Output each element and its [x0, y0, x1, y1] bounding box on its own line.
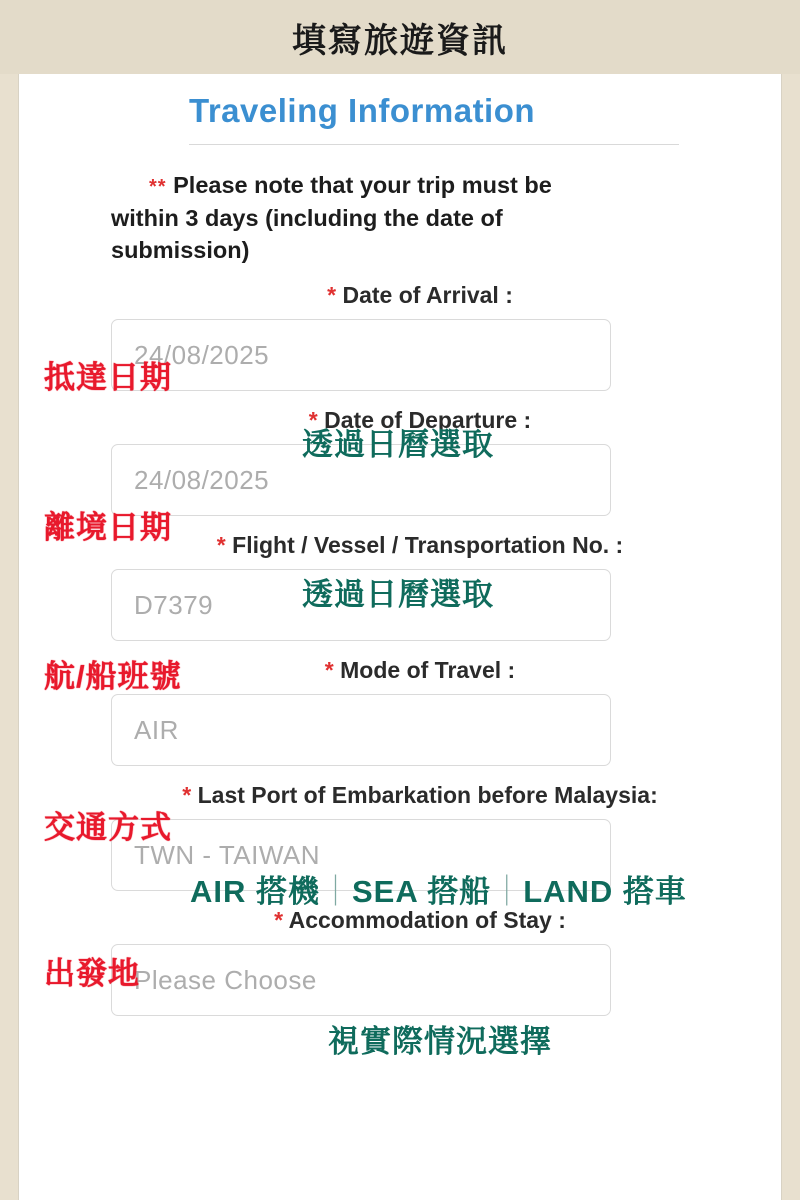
note-line-2: within 3 days (including the date of: [111, 204, 503, 231]
required-marker: *: [216, 532, 226, 559]
option-separator-2: ｜: [491, 874, 524, 909]
label-text: Date of Departure :: [324, 407, 532, 434]
annotation-embarkation-hint: 視實際情況選擇: [328, 1024, 552, 1059]
input-value: D7379: [134, 589, 214, 620]
label-text: Mode of Travel :: [340, 657, 516, 684]
note-line-3: submission): [111, 237, 250, 264]
page-header: [0, 0, 800, 74]
option-sea: SEA 搭船: [352, 874, 492, 909]
label-text: Flight / Vessel / Transportation No. :: [232, 532, 624, 559]
annotation-arrival-hint: 透過日曆選取: [302, 427, 494, 462]
option-air: AIR 搭機: [190, 874, 320, 909]
label-text: Date of Arrival :: [342, 282, 513, 309]
option-land: LAND 搭車: [523, 874, 687, 909]
select-mode-of-travel[interactable]: [111, 694, 611, 766]
annotation-date-of-arrival: 抵達日期: [44, 360, 172, 395]
option-separator-1: ｜: [320, 874, 352, 909]
title-divider: [189, 144, 679, 145]
label-date-of-arrival: [41, 282, 759, 309]
input-value: 24/08/2025: [134, 339, 270, 370]
required-marker: *: [182, 782, 192, 809]
label-text: Last Port of Embarkation before Malaysia:: [197, 782, 658, 809]
annotation-mode-of-travel: 交通方式: [44, 810, 172, 845]
annotation-date-of-departure: 離境日期: [44, 510, 172, 545]
required-marker: *: [274, 907, 284, 934]
label-accommodation-of-stay: [41, 907, 759, 934]
required-marker: *: [324, 657, 334, 684]
required-marker: *: [327, 282, 337, 309]
input-value: TWN - TAIWAN: [134, 839, 321, 870]
form-section-title: Traveling Information: [189, 92, 536, 129]
select-accommodation-of-stay[interactable]: [111, 944, 611, 1016]
required-marker: *: [308, 407, 318, 434]
field-accommodation-of-stay: [41, 907, 759, 1016]
input-value: 24/08/2025: [134, 464, 270, 495]
trip-duration-note: [111, 169, 707, 266]
note-asterisk: **: [149, 176, 167, 198]
input-value: Please Choose: [134, 964, 317, 995]
page-title: 填寫旅遊資訊: [292, 21, 508, 60]
annotation-departure-hint: 透過日曆選取: [302, 577, 494, 612]
note-line-1: Please note that your trip must be: [173, 172, 552, 198]
input-date-of-arrival[interactable]: [111, 319, 611, 391]
input-value: AIR: [134, 714, 179, 745]
annotation-mode-of-travel-options: [190, 866, 687, 911]
annotation-last-port-of-embarkation: 出發地: [44, 956, 140, 991]
annotation-flight-vessel-no: 航/船班號: [44, 659, 182, 694]
label-text: Accommodation of Stay :: [288, 907, 566, 934]
